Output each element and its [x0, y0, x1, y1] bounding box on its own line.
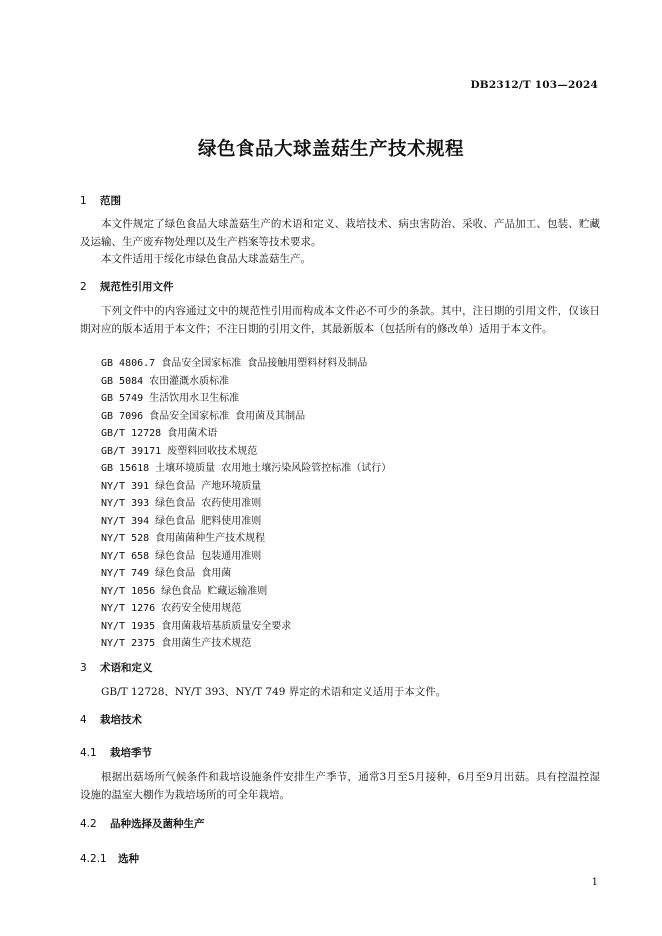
section-1-paragraph-1: 本文件规定了绿色食品大球盖菇生产的术语和定义、栽培技术、病虫害防治、采收、产品加工、包装、贮藏及运输、生产废弃物处理以及生产档案等技术要求。: [80, 218, 600, 248]
section-4-1-heading: [80, 745, 152, 760]
section-number: 4.1: [80, 747, 97, 759]
section-3-heading: [80, 660, 153, 675]
section-number: 1: [80, 195, 87, 207]
section-4-2-heading: [80, 816, 205, 831]
reference-item: NY/T 393 绿色食品 农药使用准则: [101, 498, 262, 509]
section-1-paragraph-2: 本文件适用于绥化市绿色食品大球盖菇生产。: [101, 253, 311, 265]
section-title: 范围: [100, 195, 121, 207]
section-1-heading: [80, 193, 121, 208]
section-number: 4: [80, 714, 87, 726]
page-number: 1: [591, 877, 598, 888]
reference-item: GB/T 39171 废塑料回收技术规范: [101, 445, 258, 457]
reference-item: NY/T 749 绿色食品 食用菌: [101, 568, 232, 579]
reference-item: NY/T 528 食用菌菌种生产技术规程: [101, 533, 266, 544]
section-3-paragraph: GB/T 12728、NY/T 393、NY/T 749 界定的术语和定义适用于本文件。: [101, 686, 447, 698]
section-title: 选种: [118, 853, 139, 865]
reference-item: NY/T 1276 农药安全使用规范: [101, 603, 242, 614]
reference-item: NY/T 391 绿色食品 产地环境质量: [101, 480, 262, 492]
section-title: 品种选择及菌种生产: [110, 818, 205, 830]
reference-item: NY/T 1935 食用菌栽培基质质量安全要求: [101, 620, 292, 632]
reference-item: GB 5749 生活饮用水卫生标准: [101, 393, 240, 404]
section-4-1-paragraph: 根据出菇场所气候条件和栽培设施条件安排生产季节，通常3月至5月接种，6月至9月出菇。具有控温控湿设施的温室大棚作为栽培场所的可全年栽培。: [80, 771, 600, 801]
reference-item: NY/T 1056 绿色食品 贮藏运输准则: [101, 585, 268, 597]
section-number: 2: [80, 281, 87, 293]
section-number: 4.2: [80, 818, 97, 830]
section-title: 规范性引用文件: [100, 281, 174, 293]
section-4-2-1-heading: [80, 851, 139, 866]
reference-item: GB 5084 农田灌溉水质标准: [101, 375, 230, 387]
reference-item: GB 15618 土壤环境质量 农用地土壤污染风险管控标准（试行）: [101, 463, 392, 474]
reference-item: NY/T 658 绿色食品 包装通用准则: [101, 550, 262, 562]
reference-item: NY/T 394 绿色食品 肥料使用准则: [101, 515, 262, 527]
reference-item: GB 7096 食品安全国家标准 食用菌及其制品: [101, 410, 306, 422]
reference-item: GB 4806.7 食品安全国家标准 食品接触用塑料材料及制品: [101, 358, 368, 369]
section-title: 栽培季节: [110, 747, 152, 759]
page-title: 绿色食品大球盖菇生产技术规程: [197, 139, 464, 160]
section-2-heading: [80, 279, 174, 294]
reference-item: GB/T 12728 食用菌术语: [101, 428, 218, 439]
document-code: DB2312/T 103—2024: [470, 79, 598, 91]
reference-item: NY/T 2375 食用菌生产技术规范: [101, 638, 252, 649]
section-title: 栽培技术: [100, 714, 142, 726]
normative-reference-list: [101, 355, 391, 653]
section-number: 4.2.1: [80, 853, 107, 865]
section-title: 术语和定义: [100, 662, 153, 674]
section-number: 3: [80, 662, 87, 674]
section-2-intro: 下列文件中的内容通过文中的规范性引用而构成本文件必不可少的条款。其中，注日期的引用文件，仅该日期对应的版本适用于本文件；不注日期的引用文件，其最新版本（包括所有的修改单）适用于本文件。: [80, 305, 600, 335]
section-4-heading: [80, 712, 142, 727]
